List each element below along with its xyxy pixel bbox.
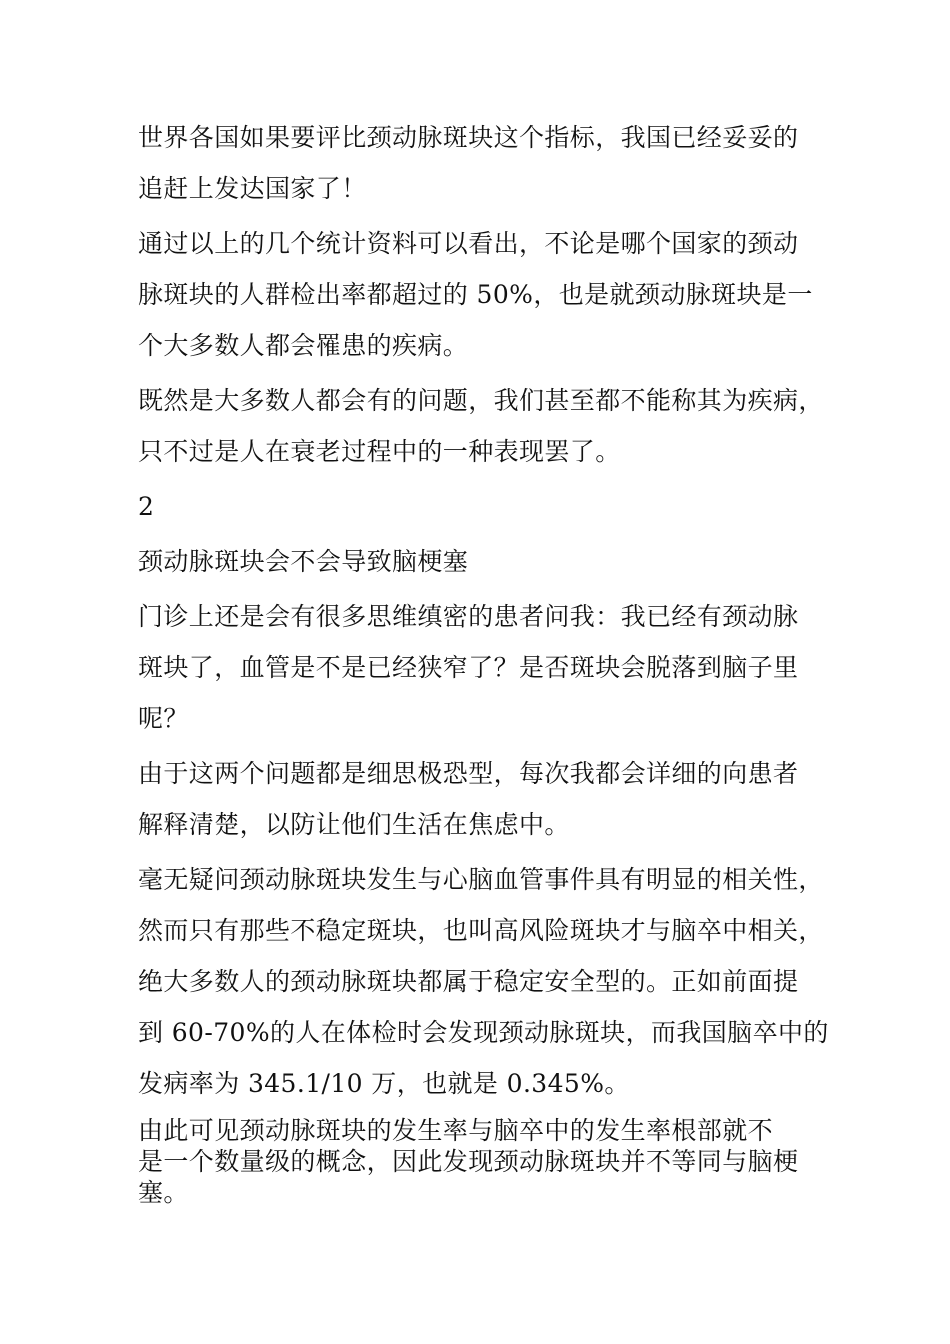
section-number xyxy=(138,481,810,532)
text-line: 既然是大多数人都会有的问题，我们甚至都不能称其为疾病， xyxy=(138,386,824,415)
text-line: 解释清楚，以防让他们生活在焦虑中。 xyxy=(138,810,570,839)
text-line: 呢？ xyxy=(138,704,189,733)
paragraph-explanation xyxy=(138,748,810,850)
text-line: 是一个数量级的概念，因此发现颈动脉斑块并不等同与脑梗 xyxy=(138,1147,799,1176)
text-line: 发病率为 345.1/10 万，也就是 0.345%。 xyxy=(138,1069,630,1098)
text-line: 由于这两个问题都是细思极恐型，每次我都会详细的向患者 xyxy=(138,759,799,788)
paragraph-stroke-correlation xyxy=(138,854,829,1109)
text-line: 2 xyxy=(138,492,155,521)
paragraph-patient-questions xyxy=(138,591,810,744)
text-line: 追赶上发达国家了！ xyxy=(138,174,367,203)
text-line: 塞。 xyxy=(138,1178,189,1207)
text-line: 到 60-70%的人在体检时会发现颈动脉斑块，而我国脑卒中的 xyxy=(138,1018,829,1047)
text-line: 个大多数人都会罹患的疾病。 xyxy=(138,331,469,360)
text-line: 世界各国如果要评比颈动脉斑块这个指标，我国已经妥妥的 xyxy=(138,123,799,152)
text-line: 斑块了，血管是不是已经狭窄了？是否斑块会脱落到脑子里 xyxy=(138,653,799,682)
paragraph-conclusion xyxy=(138,1115,810,1208)
paragraph-aging xyxy=(138,375,824,477)
text-line: 通过以上的几个统计资料可以看出，不论是哪个国家的颈动 xyxy=(138,229,799,258)
text-line: 然而只有那些不稳定斑块，也叫高风险斑块才与脑卒中相关， xyxy=(138,916,824,945)
text-line: 颈动脉斑块会不会导致脑梗塞 xyxy=(138,547,469,576)
text-line: 由此可见颈动脉斑块的发生率与脑卒中的发生率根部就不 xyxy=(138,1116,774,1145)
section-heading xyxy=(138,536,810,587)
paragraph-statistics xyxy=(138,218,813,371)
text-line: 门诊上还是会有很多思维缜密的患者问我：我已经有颈动脉 xyxy=(138,602,799,631)
text-line: 毫无疑问颈动脉斑块发生与心脑血管事件具有明显的相关性， xyxy=(138,865,824,894)
text-line: 脉斑块的人群检出率都超过的 50%，也是就颈动脉斑块是一 xyxy=(138,280,813,309)
text-line: 只不过是人在衰老过程中的一种表现罢了。 xyxy=(138,437,621,466)
paragraph-comparison xyxy=(138,112,810,214)
article-body xyxy=(138,112,829,1212)
text-line: 绝大多数人的颈动脉斑块都属于稳定安全型的。正如前面提 xyxy=(138,967,799,996)
